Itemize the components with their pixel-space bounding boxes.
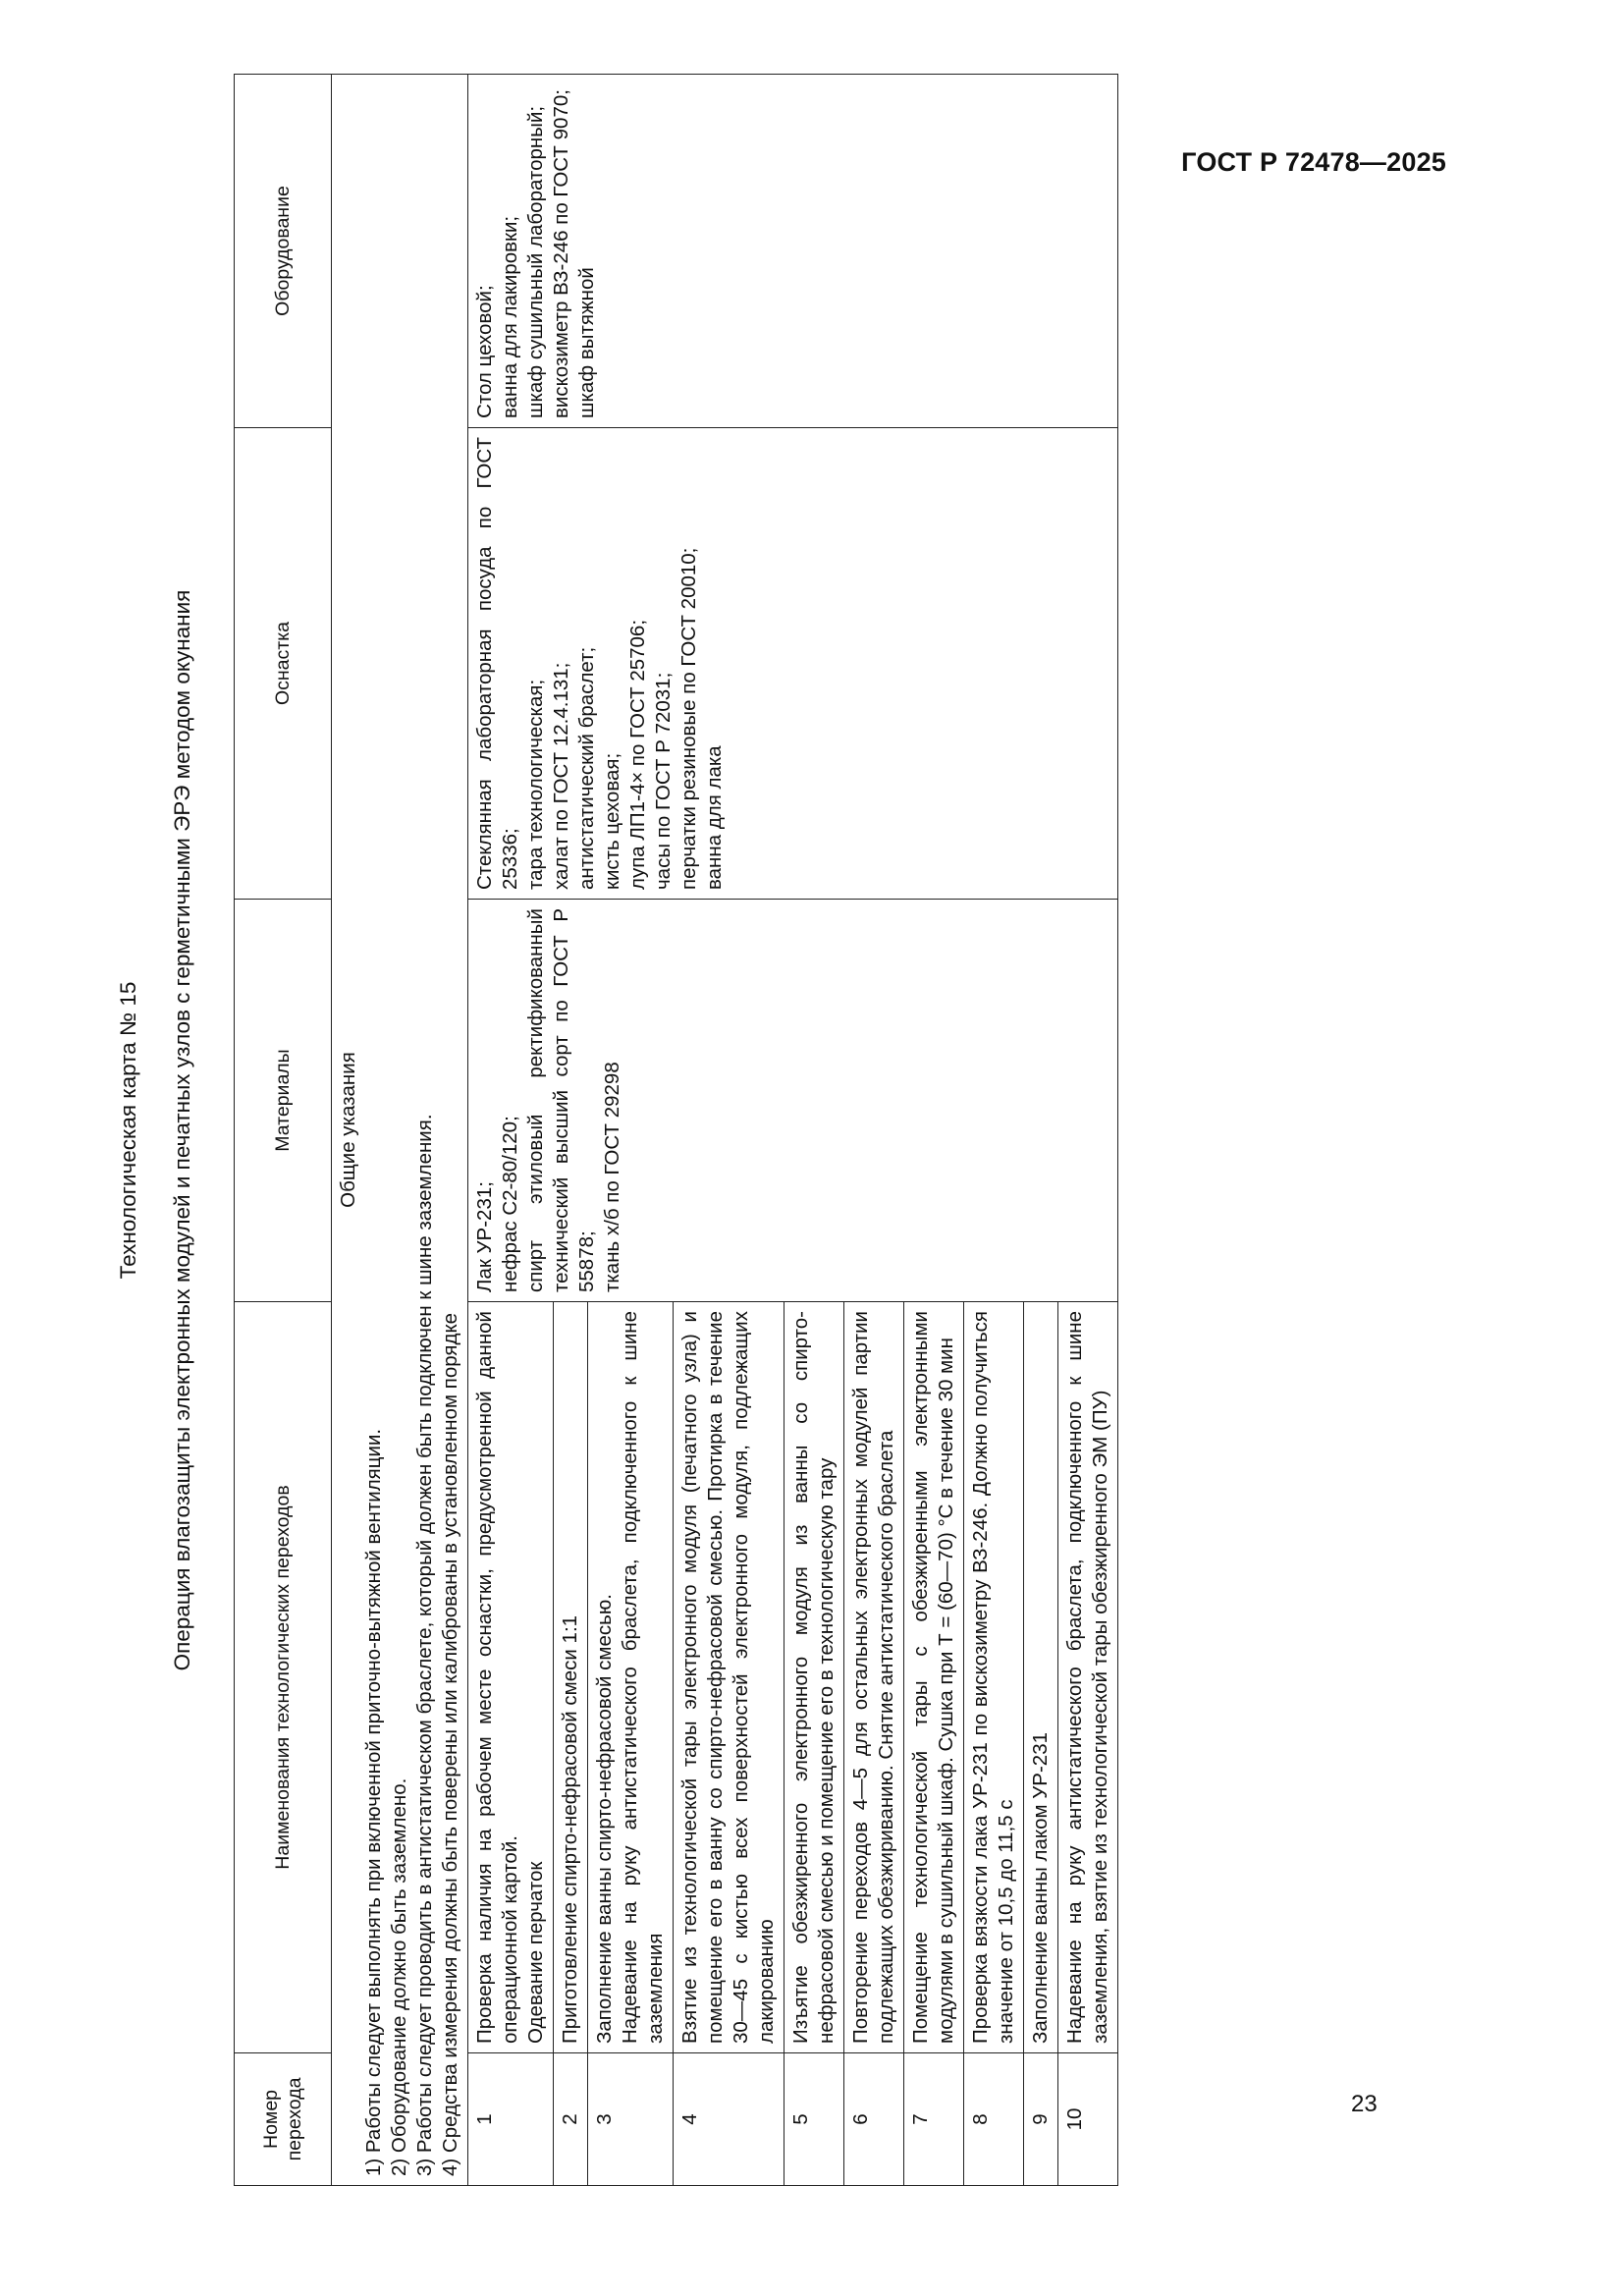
step-line: Надевание на руку антистатического браслета, подключенного к шине заземления [619, 1311, 667, 2044]
step-line: Заполнение ванны лаком УР-231 [1029, 1732, 1052, 2044]
equipment-item: ванна для лакировки; [499, 215, 521, 418]
step-line: Помещение технологической тары с обезжиренными электронными модулями в сушильный шкаф. Сушка при Т = (60—70) °С в течение 30 мин [909, 1311, 957, 2044]
tooling-item: лупа ЛП1-4× по ГОСТ 25706; [626, 619, 649, 890]
step-line: Заполнение ванны спирто-нефрасовой смесью. [593, 1594, 616, 2044]
step-name [468, 1302, 554, 2053]
step-name [1024, 1302, 1058, 2053]
equipment-cell [468, 75, 1118, 428]
materials-cell [468, 900, 1118, 1302]
step-number: 9 [1024, 2053, 1058, 2186]
general-instructions-row [332, 75, 468, 2186]
step-number: 10 [1058, 2053, 1118, 2186]
header-number: Номер перехода [235, 2053, 332, 2186]
step-name [964, 1302, 1024, 2053]
standard-designation: ГОСТ Р 72478—2025 [1181, 147, 1446, 177]
equipment-item: Стол цеховой; [473, 285, 496, 418]
general-instruction-1: 1) Работы следует выполнять при включенной приточно-вытяжной вентиляции. [362, 1428, 385, 2176]
step-line: Надевание на руку антистатического браслета, подключенного к шине заземления, взятие из технологической тары обезжиренного ЭМ (ПУ) [1063, 1311, 1111, 2044]
tooling-item: антистатический браслет; [575, 646, 598, 890]
step-line: Повторение переходов 4—5 для остальных электронных модулей партии подлежащих обезжириванию. Снятие антистатического браслета [849, 1311, 897, 2044]
tooling-item: часы по ГОСТ Р 72031; [652, 672, 675, 890]
material-item: ткань х/б по ГОСТ 29298 [601, 1062, 623, 1292]
equipment-item: шкаф вытяжной [575, 267, 598, 418]
step-line: Проверка вязкости лака УР-231 по вискозиметру ВЗ-246. Должно получиться значение от 10,5 до 11,5 с [969, 1311, 1017, 2044]
step-line: Одевание перчаток [524, 1861, 547, 2044]
tooling-item: ванна для лака [703, 745, 726, 890]
tooling-item: перчатки резиновые по ГОСТ 20010; [677, 547, 700, 890]
header-materials: Материалы [235, 900, 332, 1302]
rotated-content [116, 75, 1333, 2186]
header-tooling: Оснастка [235, 428, 332, 900]
step-number: 5 [784, 2053, 844, 2186]
header-name: Наименования технологических переходов [235, 1302, 332, 2053]
step-number: 3 [588, 2053, 674, 2186]
material-item: нефрас С2-80/120; [499, 1116, 521, 1292]
step-name [588, 1302, 674, 2053]
step-number: 1 [468, 2053, 554, 2186]
step-line: Изъятие обезжиренного электронного модуля из ванны со спирто-нефрасовой смесью и помещение его в технологическую тару [789, 1311, 838, 2044]
equipment-item: шкаф сушильный лабораторный; [524, 105, 547, 418]
page-number: 23 [1351, 2091, 1378, 2117]
general-instructions-title: Общие указания [337, 1052, 359, 1208]
step-number: 7 [904, 2053, 964, 2186]
step-name [844, 1302, 904, 2053]
tooling-item: тара технологическая; [524, 679, 547, 890]
card-title: Технологическая карта № 15 [116, 981, 140, 1280]
material-item: Лак УР-231; [473, 1181, 496, 1292]
tooling-item: халат по ГОСТ 12.4.131; [550, 662, 572, 890]
table-header-row [235, 75, 332, 2186]
technological-card-table [234, 74, 1118, 2186]
tooling-item: кисть цеховая; [601, 752, 623, 890]
general-instruction-2: 2) Оборудование должно быть заземлено. [388, 1777, 410, 2176]
general-instruction-4: 4) Средства измерения должны быть поверены или калиброваны в установленном порядке [439, 1312, 461, 2176]
step-number: 2 [554, 2053, 588, 2186]
step-line: Приготовление спирто-нефрасовой смеси 1:1 [559, 1614, 581, 2044]
step-name [554, 1302, 588, 2053]
step-number: 8 [964, 2053, 1024, 2186]
step-name [904, 1302, 964, 2053]
equipment-item: вискозиметр ВЗ-246 по ГОСТ 9070; [550, 89, 572, 418]
general-instruction-3: 3) Работы следует проводить в антистатическом браслете, который должен быть подключен к шине заземления. [413, 1114, 436, 2176]
step-name [784, 1302, 844, 2053]
step-name [1058, 1302, 1118, 2053]
operation-title: Операция влагозащиты электронных модулей и печатных узлов с герметичными ЭРЭ методом окунания [170, 589, 194, 1671]
step-number: 4 [674, 2053, 784, 2186]
tooling-cell [468, 428, 1118, 900]
tooling-item: Стеклянная лабораторная посуда по ГОСТ 25336; [473, 437, 521, 890]
step-line: Взятие из технологической тары электронного модуля (печатного узла) и помещение его в ванну со спирто-нефрасовой смесью. Протирка в течение 30—45 с кистью всех поверхностей электронного модуля, подлежащих лакированию [678, 1311, 778, 2044]
material-item: спирт этиловый ректификованный технический высший сорт по ГОСТ Р 55878; [524, 908, 598, 1292]
step-line: Проверка наличия на рабочем месте оснастки, предусмотренной данной операционной картой. [473, 1311, 521, 2044]
table-row [468, 75, 554, 2186]
step-number: 6 [844, 2053, 904, 2186]
step-name [674, 1302, 784, 2053]
header-equipment: Оборудование [235, 75, 332, 428]
general-instructions [332, 75, 468, 2186]
